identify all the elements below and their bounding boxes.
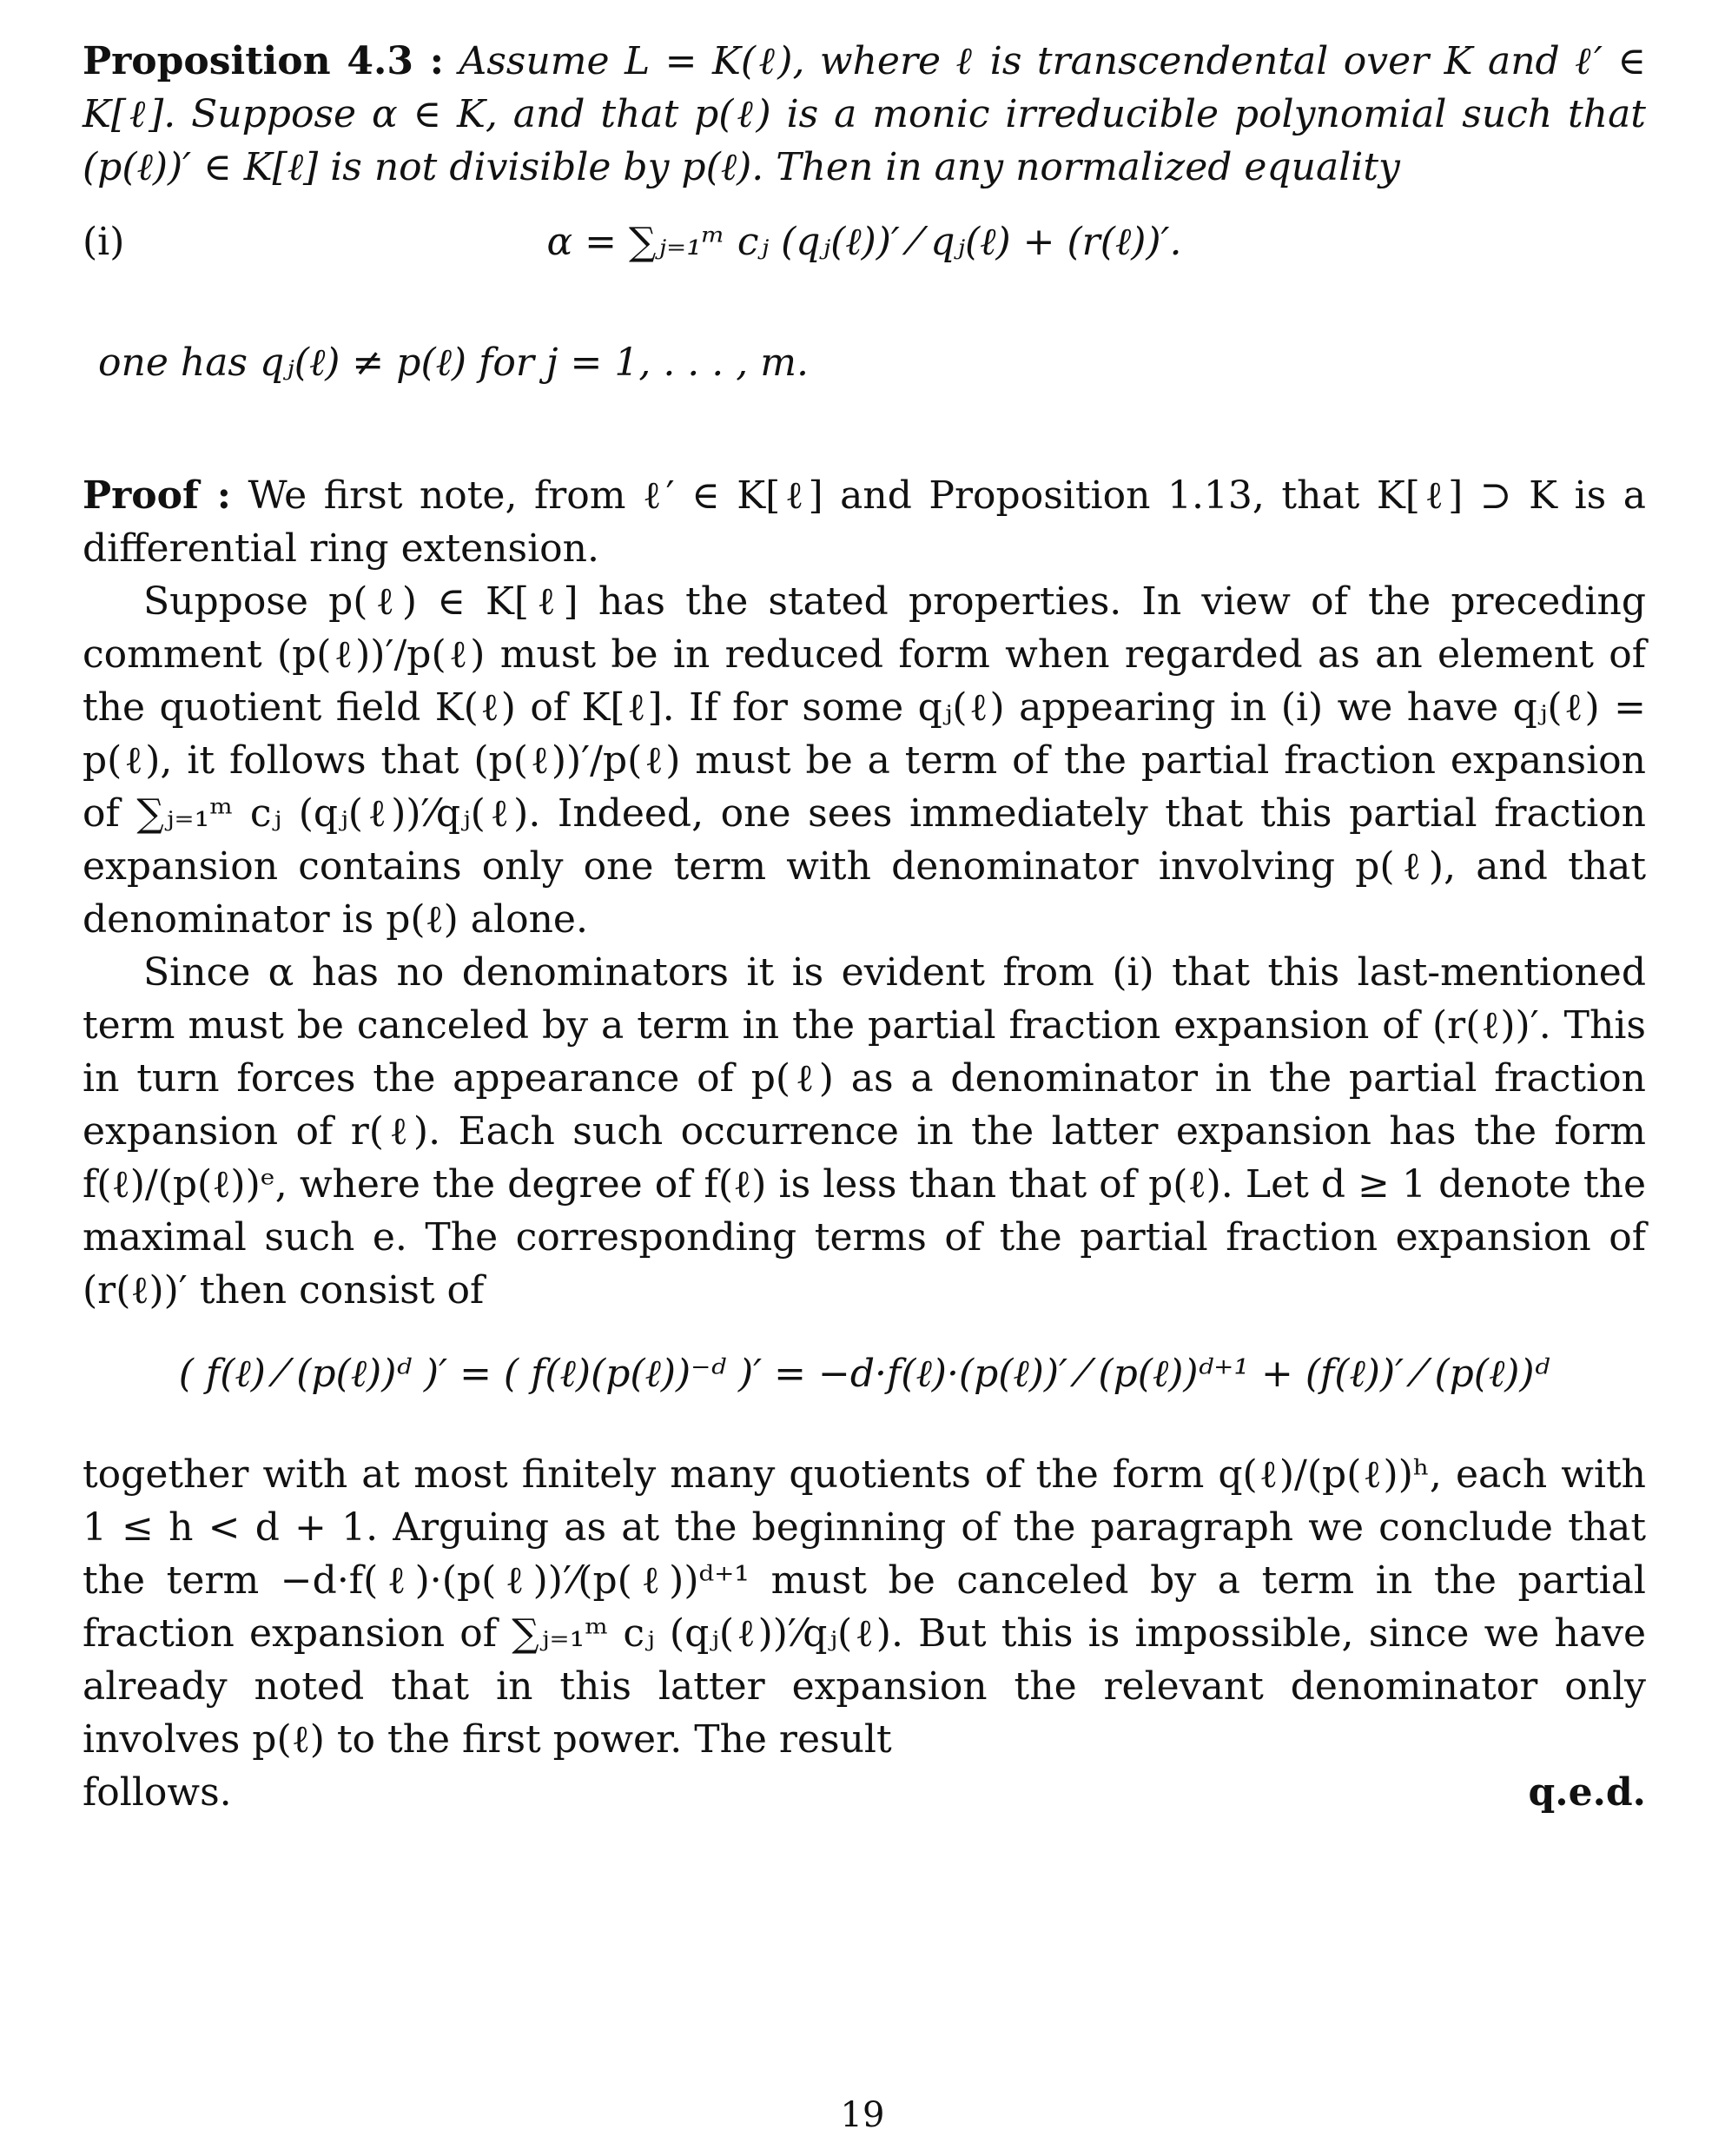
qed-mark: q.e.d. bbox=[1528, 1770, 1646, 1815]
section-gap bbox=[83, 427, 1646, 469]
proof-paragraph-4: together with at most finitely many quotients of the form q(ℓ)/(p(ℓ))ʰ, each with 1 ≤ h < d + 1. Arguing as at the beginning of the paragraph we conclude that the term −d·f(ℓ)·(p(ℓ))′⁄(p(ℓ))ᵈ⁺¹ must be canceled by a term in the partial fraction expansion of ∑ⱼ₌₁ᵐ cⱼ (qⱼ(ℓ))′⁄qⱼ(ℓ). But this is impossible, since we have already noted that in this latter expansion the relevant denominator only involves p(ℓ) to the first power. The result bbox=[83, 1452, 1646, 1762]
proof-heading: Proof : bbox=[83, 473, 231, 518]
proof-text-1: We first note, from ℓ′ ∈ K[ℓ] and Proposition 1.13, that K[ℓ] ⊃ K is a differential ring extension. bbox=[83, 473, 1646, 571]
proof-paragraph-3: Since α has no denominators it is evident from (i) that this last-mentioned term must be canceled by a term in the partial fraction expansion of (r(ℓ))′. This in turn forces the appearance of p(ℓ) as a denominator in the partial fraction expansion of r(ℓ). Each such occurrence in the latter expansion has the form f(ℓ)/(p(ℓ))ᵉ, where the degree of f(ℓ) is less than that of p(ℓ). Let d ≥ 1 denote the maximal such e. The corresponding terms of the partial fraction expansion of (r(ℓ))′ then consist of bbox=[83, 950, 1646, 1313]
page-content bbox=[83, 35, 1646, 1819]
proof-final-line: follows. bbox=[83, 1770, 232, 1815]
proposition-conclusion: one has qⱼ(ℓ) ≠ p(ℓ) for j = 1, . . . , m. bbox=[98, 341, 809, 385]
equation-i-body: α = ∑ⱼ₌₁ᵐ cⱼ (qⱼ(ℓ))′ ⁄ qⱼ(ℓ) + (r(ℓ))′. bbox=[546, 220, 1182, 264]
page-number: 19 bbox=[840, 2095, 885, 2135]
proof-paragraph-1 bbox=[83, 469, 1646, 575]
equation-i bbox=[83, 194, 1646, 298]
proof-ending bbox=[83, 1766, 1646, 1819]
derivative-equation: ( f(ℓ) ⁄ (p(ℓ))ᵈ )′ = ( f(ℓ)(p(ℓ))⁻ᵈ )′ = −d·f(ℓ)·(p(ℓ))′ ⁄ (p(ℓ))ᵈ⁺¹ + (f(ℓ))′ ⁄ (p(ℓ))ᵈ bbox=[178, 1352, 1550, 1396]
proof-paragraph-2: Suppose p(ℓ) ∈ K[ℓ] has the stated properties. In view of the preceding comment (p(ℓ))′/p(ℓ) must be in reduced form when regarded as an element of the quotient field K(ℓ) of K[ℓ]. If for some qⱼ(ℓ) appearing in (i) we have qⱼ(ℓ) = p(ℓ), it follows that (p(ℓ))′/p(ℓ) must be a term of the partial fraction expansion of ∑ⱼ₌₁ᵐ cⱼ (qⱼ(ℓ))′⁄qⱼ(ℓ). Indeed, one sees immediately that this partial fraction expansion contains only one term with denominator involving p(ℓ), and that denominator is p(ℓ) alone. bbox=[83, 579, 1646, 942]
equation-label: (i) bbox=[83, 220, 125, 264]
proposition-block bbox=[83, 35, 1646, 194]
proposition-heading: Proposition 4.3 : bbox=[83, 39, 444, 83]
proposition-statement: Assume L = K(ℓ), where ℓ is transcendental over K and ℓ′ ∈ K[ℓ]. Suppose α ∈ K, and that p(ℓ) is a monic irreducible polynomial such that (p(ℓ))′ ∈ K[ℓ] is not divisible by p(ℓ). Then in any normalized equality bbox=[83, 39, 1646, 189]
